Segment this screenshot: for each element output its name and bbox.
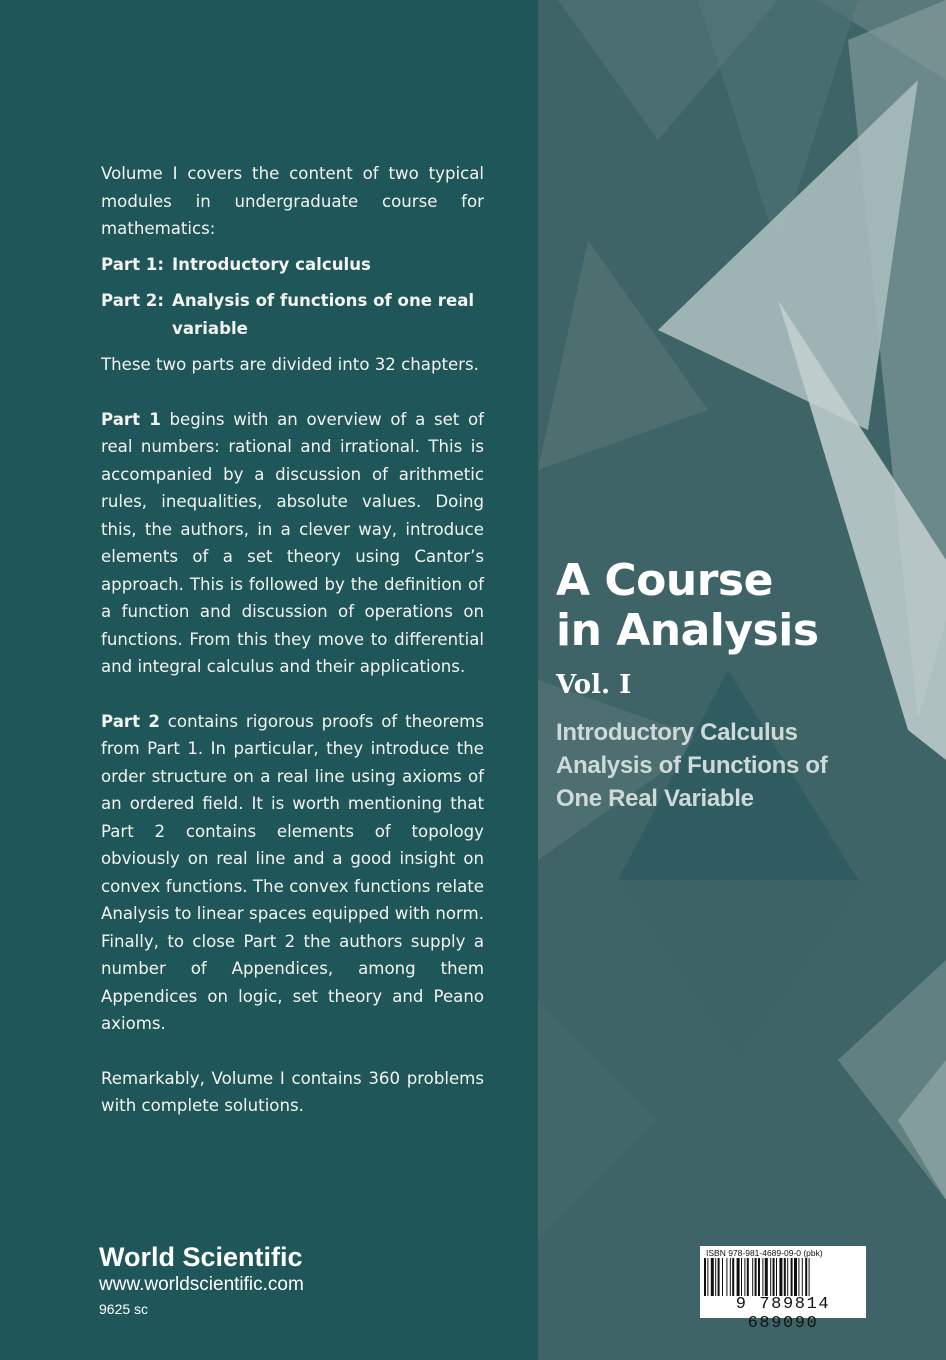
barcode-bar bbox=[726, 1258, 727, 1296]
title-line: in Analysis bbox=[556, 605, 819, 656]
barcode-bar bbox=[762, 1258, 763, 1296]
barcode-bar bbox=[730, 1258, 731, 1296]
part-item bbox=[101, 287, 484, 342]
barcode-bar bbox=[787, 1258, 788, 1296]
book-title bbox=[556, 556, 819, 656]
part2-paragraph bbox=[101, 708, 484, 1038]
barcode-bar bbox=[741, 1258, 742, 1296]
barcode-bar bbox=[802, 1258, 803, 1296]
part1-body: begins with an overview of a set of real numbers: rational and irrational. This is accompanied by a discussion of arithmetic rules, inequalities, absolute values. Doing this, the authors, in a clever way, introduce elements of a set theory using Cantor’s approach. This is followed by the definition of a function and discussion of operations on functions. From this they move to differential and integral calculus and their applications. bbox=[101, 409, 484, 676]
barcode-bar bbox=[755, 1258, 757, 1296]
part2-body: contains rigorous proofs of theorems from Part 1. In particular, they introduce the order structure on a real line using axioms of an ordered field. It is worth mentioning that Part 2 contains elements of topology obviously on real line and a good insight on convex functions. The convex functions relate Analysis to linear spaces equipped with norm. Finally, to close Part 2 the authors supply a number of Appendices, among them Appendices on logic, set theory and Peano axioms. bbox=[101, 711, 484, 1033]
barcode-bar bbox=[805, 1258, 807, 1296]
triangle-shape bbox=[538, 1000, 658, 1240]
part-title: Introductory calculus bbox=[172, 254, 371, 274]
barcode-bar bbox=[732, 1258, 734, 1296]
part2-lead: Part 2 bbox=[101, 711, 160, 731]
isbn-label: ISBN 978-981-4689-09-0 (pbk) bbox=[706, 1248, 823, 1258]
part-number: Part 2: bbox=[101, 291, 164, 310]
barcode-bar bbox=[747, 1258, 749, 1296]
barcode-bar bbox=[722, 1258, 723, 1296]
part-number: Part 1: bbox=[101, 254, 164, 274]
publisher-name: World Scientific bbox=[99, 1242, 303, 1272]
blurb-text bbox=[101, 160, 484, 1120]
parts-list bbox=[101, 251, 484, 343]
barcode-bar bbox=[765, 1258, 768, 1296]
barcode-bar bbox=[776, 1258, 777, 1296]
barcode-bar bbox=[752, 1258, 753, 1296]
barcode-bar bbox=[718, 1258, 720, 1296]
publisher-block bbox=[99, 1242, 304, 1320]
barcode-bar bbox=[773, 1258, 775, 1296]
subtitle-line: One Real Variable bbox=[556, 785, 754, 812]
book-subtitle bbox=[556, 716, 827, 815]
subtitle-line: Analysis of Functions of bbox=[556, 752, 828, 779]
barcode-digits: 9 789814 689090 bbox=[735, 1295, 831, 1333]
barcode-bars bbox=[704, 1258, 862, 1296]
barcode-bar bbox=[770, 1258, 771, 1296]
title-line: A Course bbox=[556, 555, 773, 606]
barcode-bar bbox=[704, 1258, 706, 1296]
barcode-bar bbox=[737, 1258, 740, 1296]
product-code: 9625 sc bbox=[99, 1301, 149, 1317]
barcode-bar bbox=[794, 1258, 797, 1296]
volume-label: Vol. I bbox=[556, 670, 632, 700]
isbn-barcode bbox=[700, 1246, 866, 1333]
triangle-shape bbox=[538, 240, 708, 470]
triangle-shape bbox=[618, 880, 868, 1060]
barcode-bar bbox=[809, 1258, 810, 1296]
barcode-bar bbox=[707, 1258, 708, 1296]
barcode-bar bbox=[784, 1258, 786, 1296]
part1-paragraph bbox=[101, 406, 484, 681]
barcode-bar bbox=[744, 1258, 745, 1296]
part-title: Analysis of functions of one real variable bbox=[172, 291, 475, 338]
barcode-bar bbox=[798, 1258, 799, 1296]
subtitle-line: Introductory Calculus bbox=[556, 719, 798, 746]
barcode-bar bbox=[758, 1258, 760, 1296]
publisher-url: www.worldscientific.com bbox=[99, 1274, 304, 1295]
barcode-bar bbox=[715, 1258, 716, 1296]
closing-paragraph: Remarkably, Volume I contains 360 problems with complete solutions. bbox=[101, 1068, 484, 1115]
intro-paragraph: Volume I covers the content of two typical modules in undergraduate course for mathematics: bbox=[101, 164, 484, 238]
barcode-bar bbox=[791, 1258, 793, 1296]
division-paragraph: These two parts are divided into 32 chapters. bbox=[101, 355, 479, 374]
barcode-bar bbox=[779, 1258, 782, 1296]
part-item bbox=[101, 251, 484, 279]
barcode-bar bbox=[711, 1258, 714, 1296]
part1-lead: Part 1 bbox=[101, 409, 161, 429]
